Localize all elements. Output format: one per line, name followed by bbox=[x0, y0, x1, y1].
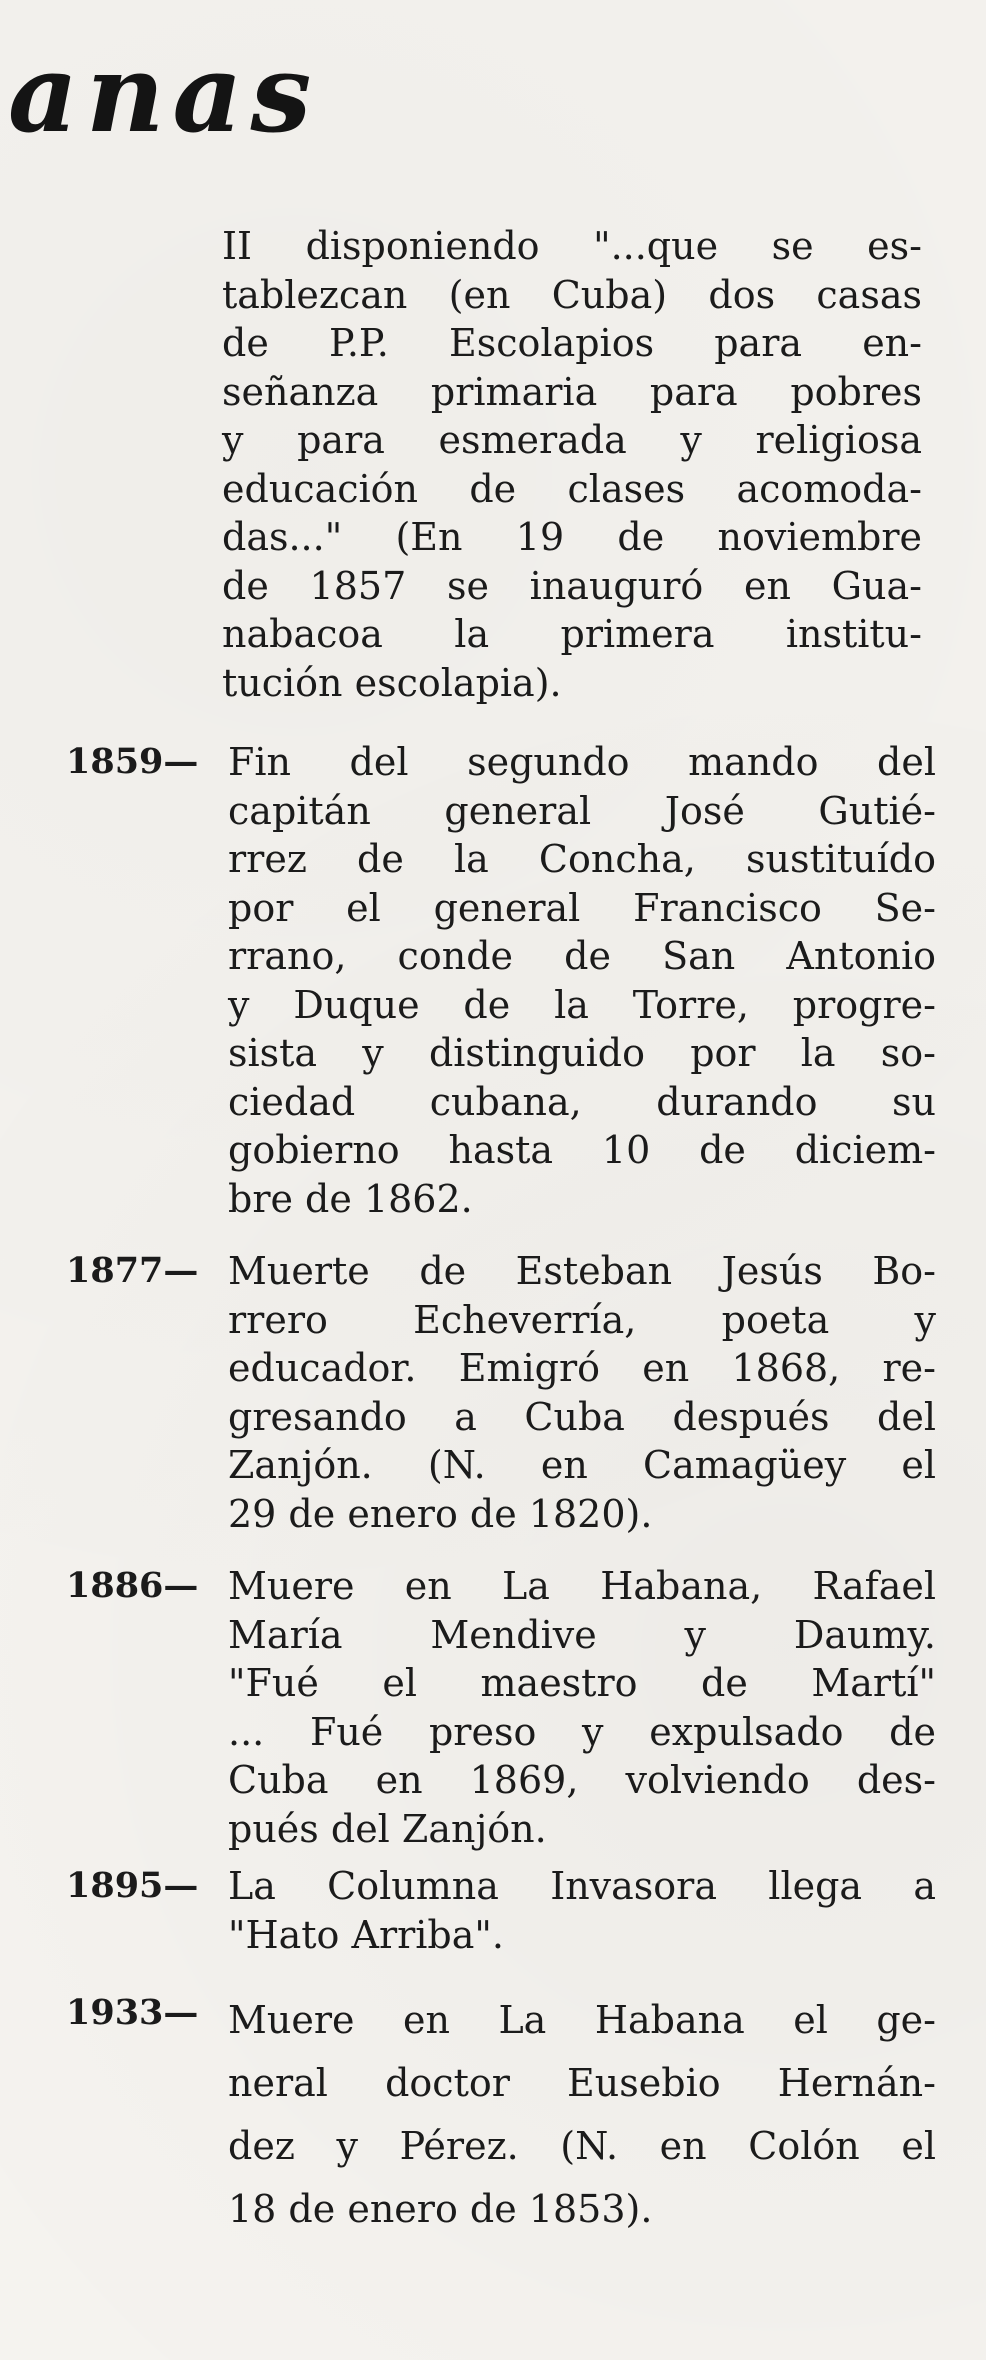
entry-line: Muere en La Habana el ge- bbox=[228, 1998, 936, 2042]
entry-line: Muere en La Habana, Rafael bbox=[228, 1564, 936, 1608]
entry-line: y Duque de la Torre, progre- bbox=[228, 982, 936, 1027]
intro-line: nabacoa la primera institu- bbox=[222, 612, 922, 656]
entry-line: ... Fué preso y expulsado de bbox=[228, 1709, 936, 1754]
entry-line: capitán general José Gutié- bbox=[228, 788, 936, 833]
entry-line: rrano, conde de San Antonio bbox=[228, 934, 936, 978]
entry-year: 1933— bbox=[66, 1992, 199, 2033]
intro-line: educación de clases acomoda- bbox=[222, 466, 922, 511]
entry-line: rrero Echeverría, poeta y bbox=[228, 1297, 936, 1342]
entry-line: Muerte de Esteban Jesús Bo- bbox=[228, 1249, 936, 1293]
entry-line: neral doctor Eusebio Hernán- bbox=[228, 2061, 936, 2105]
entry-line: por el general Francisco Se- bbox=[228, 885, 936, 930]
intro-line: de 1857 se inauguró en Gua- bbox=[222, 563, 922, 608]
entry-line: "Fué el maestro de Martí" bbox=[228, 1661, 936, 1705]
intro-line: tución escolapia). bbox=[222, 660, 562, 705]
entry-line: gobierno hasta 10 de diciem- bbox=[228, 1128, 936, 1172]
entry-text bbox=[228, 1989, 936, 2241]
entry-year: 1859— bbox=[66, 741, 199, 782]
entry-line: bre de 1862. bbox=[228, 1176, 473, 1221]
intro-paragraph bbox=[222, 222, 922, 707]
entry-line: educador. Emigró en 1868, re- bbox=[228, 1346, 936, 1390]
entry-text bbox=[228, 1562, 936, 1853]
entry-year: 1886— bbox=[66, 1565, 199, 1606]
intro-line: das..." (En 19 de noviembre bbox=[222, 515, 922, 559]
entry-line: María Mendive y Daumy. bbox=[228, 1612, 936, 1657]
intro-line: de P.P. Escolapios para en- bbox=[222, 321, 922, 365]
entry-text bbox=[228, 1862, 936, 1959]
entry-line: sista y distinguido por la so- bbox=[228, 1031, 936, 1075]
entry-line: pués del Zanjón. bbox=[228, 1806, 547, 1851]
intro-line: señanza primaria para pobres bbox=[222, 369, 922, 414]
intro-line: II disponiendo "...que se es- bbox=[222, 224, 922, 268]
page-heading: anas bbox=[8, 31, 320, 157]
entry-year: 1895— bbox=[66, 1865, 199, 1906]
entry-line: gresando a Cuba después del bbox=[228, 1394, 936, 1439]
entry-text bbox=[228, 738, 936, 1223]
entry-line: La Columna Invasora llega a bbox=[228, 1864, 936, 1908]
entry-line: rrez de la Concha, sustituído bbox=[228, 837, 936, 881]
entry-line: 29 de enero de 1820). bbox=[228, 1491, 653, 1536]
entry-line: Cuba en 1869, volviendo des- bbox=[228, 1758, 936, 1802]
entry-line: 18 de enero de 1853). bbox=[228, 2187, 653, 2231]
entry-text bbox=[228, 1247, 936, 1538]
entry-year: 1877— bbox=[66, 1250, 199, 1291]
intro-line: tablezcan (en Cuba) dos casas bbox=[222, 272, 922, 317]
entry-line: dez y Pérez. (N. en Colón el bbox=[228, 2124, 936, 2168]
entry-line: "Hato Arriba". bbox=[228, 1912, 504, 1957]
intro-line: y para esmerada y religiosa bbox=[222, 418, 922, 462]
entry-line: Fin del segundo mando del bbox=[228, 740, 936, 784]
entry-line: Zanjón. (N. en Camagüey el bbox=[228, 1443, 936, 1487]
entry-line: ciedad cubana, durando su bbox=[228, 1079, 936, 1124]
